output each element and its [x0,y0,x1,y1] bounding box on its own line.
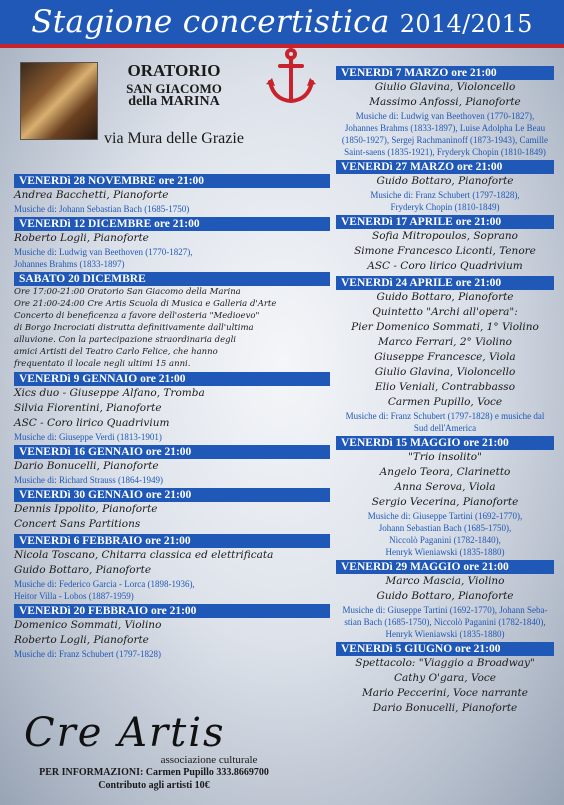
concert-entry [14,372,330,443]
composers-line: Musiche di: Franz Schubert (1797-1828) [14,649,161,659]
performer-line: Xics duo - Giuseppe Alfano, Tromba [14,387,205,399]
performer-line: Domenico Sommati, Violino [14,619,162,631]
performer-line: Angelo Teora, Clarinetto [379,466,511,478]
composers-line: Sud dell'America [413,423,477,433]
performer-line: Anna Serova, Viola [394,481,496,493]
left-column [14,172,330,660]
composers-line: Johannes Brahms (1833-1897) [14,259,125,269]
cre-artis-logo: Cre Artis [24,710,226,756]
performer-line: Giulio Glavina, Violoncello [374,366,516,378]
concert-entry [14,174,330,215]
performer-line: Elio Veniali, Contrabbasso [374,381,516,393]
association-label: associazione culturale [160,754,258,766]
concert-entry [14,488,330,532]
performer-line: Roberto Logli, Pianoforte [14,232,149,244]
right-column [336,64,554,716]
composers-line: Musiche di: Franz Schubert (1797-1828), [370,190,520,200]
performer-line: Marco Mascia, Violino [385,575,505,587]
performer-line: Spettacolo: "Viaggio a Broadway" [355,657,535,669]
date-bar: VENERDì 16 GENNAIO ore 21:00 [14,445,330,459]
anchor-icon [264,46,318,106]
description-line: frequentato il locale negli ultimi 15 anni. [14,359,191,369]
performer-line: Carmen Pupillo, Voce [387,396,503,408]
performer-line: Dario Bonucelli, Pianoforte [14,460,159,472]
date-bar: VENERDì 12 DICEMBRE ore 21:00 [14,217,330,231]
composers-line: Henryk Wieniawski (1835-1880) [385,629,505,639]
footer [24,712,284,792]
description-line: Concerto di beneficenza a favore dell'osteria "Medioevo" [14,311,260,321]
composers-line: Musiche di: Federico Garcia - Lorca (1898-1936), [14,579,195,589]
performer-line: Guido Bottaro, Pianoforte [376,590,514,602]
date-bar: VENERDì 20 FEBBRAIO ore 21:00 [14,604,330,618]
composers-line: Musiche di: Franz Schubert (1797-1828) e musiche dal [345,411,545,421]
concert-entry [14,534,330,602]
venue-line-3: della MARINA [128,94,220,110]
date-bar: VENERDì 28 NOVEMBRE ore 21:00 [14,174,330,188]
date-bar: VENERDì 30 GENNAIO ore 21:00 [14,488,330,502]
performer-line: Dennis Ippolito, Pianoforte [14,503,158,515]
performer-line: Quintetto "Archi all'opera": [372,306,518,318]
description-line: alluvione. Con la partecipazione straordinaria degli [14,335,237,345]
performer-line: Sofia Mitropoulos, Soprano [372,230,518,242]
concert-entry [336,642,554,716]
venue-street: via Mura delle Grazie [104,130,244,147]
performer-line: Marco Ferrari, 2° Violino [378,336,512,348]
performer-line: Sergio Vecerina, Pianoforte [371,496,519,508]
venue-line-1: ORATORIO [127,61,221,80]
composers-line: Musiche di: Giuseppe Verdi (1813-1901) [14,432,162,442]
composers-line: Musiche di: Johann Sebastian Bach (1685-1750) [14,204,190,214]
date-bar: VENERDì 24 APRILE ore 21:00 [336,276,554,290]
date-bar: VENERDì 29 MAGGIO ore 21:00 [336,560,554,574]
season-year: 2014/2015 [399,10,533,38]
composers-line: Musiche di: Ludwig van Beethoven (1770-1827), [355,111,535,121]
performer-line: Pier Domenico Sommati, 1° Violino [351,321,539,333]
composers-line: Musiche di: Giuseppe Tartini (1692-1770), Johann Seba- [342,605,548,615]
date-bar: VENERDì 6 FEBBRAIO ore 21:00 [14,534,330,548]
performer-line: Giulio Glavina, Violoncello [374,81,516,93]
concert-entry [14,217,330,270]
date-bar: SABATO 20 DICEMBRE [14,272,330,286]
performer-line: Giuseppe Francesce, Viola [374,351,516,363]
concert-entry [336,436,554,558]
concert-entry [336,66,554,158]
composers-line: Musiche di: Richard Strauss (1864-1949) [14,475,163,485]
description-line: Ore 17:00-21:00 Oratorio San Giacomo della Marina [14,287,241,297]
performer-line: Massimo Anfossi, Pianoforte [369,96,521,108]
performer-line: Roberto Logli, Pianoforte [14,634,149,646]
composers-line: Musiche di: Ludwig van Beethoven (1770-1827), [14,247,193,257]
performer-line: Guido Bottaro, Pianoforte [376,291,514,303]
composers-line: Saint-saens (1835-1921), Fryderyk Chopin (1810-1849) [344,147,546,157]
composers-line: Heitor Villa - Lobos (1887-1959) [14,591,134,601]
concert-entry [336,160,554,213]
composers-line: Niccolò Paganini (1782-1840), [389,535,501,545]
performer-line: Cathy O'gara, Voce [393,672,496,684]
oratorio-photo [20,62,98,140]
description-line: di Borgo Incrociati distrutta definitivamente dall'ultima [14,323,254,333]
performer-line: Mario Peccerini, Voce narrante [362,687,528,699]
composers-line: Johannes Brahms (1833-1897), Luise Adolpha Le Beau [344,123,546,133]
performer-line: "Trio insolito" [408,451,482,463]
performer-line: Nicola Toscano, Chitarra classica ed elettrificata [14,549,274,561]
description-line: amici Artisti del Teatro Carlo Felice, che hanno [14,347,218,357]
composers-line: Henryk Wieniawski (1835-1880) [385,547,505,557]
date-bar: VENERDì 9 GENNAIO ore 21:00 [14,372,330,386]
date-bar: VENERDì 27 MARZO ore 21:00 [336,160,554,174]
concert-entry [14,604,330,660]
concert-entry [14,445,330,486]
performer-line: Silvia Fiorentini, Pianoforte [14,402,162,414]
performer-line: Andrea Bacchetti, Pianoforte [14,189,169,201]
date-bar: VENERDì 15 MAGGIO ore 21:00 [336,436,554,450]
performer-line: Concert Sans Partitions [14,518,141,530]
concert-entry [336,215,554,274]
page-title [0,0,564,44]
performer-line: Simone Francesco Liconti, Tenore [354,245,536,257]
composers-line: (1850-1927), Sergej Rachmaninoff (1873-1943), Camille [341,135,549,145]
performer-line: Dario Bonucelli, Pianoforte [372,702,518,714]
composers-line: Johann Sebastian Bach (1685-1750), [378,523,512,533]
contribution-info: Contributo agli artisti 10€ [98,780,210,791]
performer-line: Guido Bottaro, Pianoforte [376,175,514,187]
concert-entry [14,272,330,370]
date-bar: VENERDì 17 APRILE ore 21:00 [336,215,554,229]
concert-entry [336,560,554,640]
date-bar: VENERDì 5 GIUGNO ore 21:00 [336,642,554,656]
composers-line: Fryderyk Chopin (1810-1849) [390,202,500,212]
date-bar: VENERDì 7 MARZO ore 21:00 [336,66,554,80]
contact-info: PER INFORMAZIONI: Carmen Pupillo 333.8669700 [39,767,269,778]
description-line: Ore 21:00-24:00 Cre Artis Scuola di Musica e Galleria d'Arte [14,299,277,309]
performer-line: ASC - Coro lirico Quadrivium [367,260,523,272]
venue-block [104,62,244,110]
venue-line-2: SAN GIACOMO [126,80,222,96]
title-text: Stagione concertistica [31,4,390,40]
composers-line: stian Bach (1685-1750), Niccolò Paganini (1782-1840), [344,617,546,627]
concert-entry [336,276,554,434]
composers-line: Musiche di: Giuseppe Tartini (1692-1770), [367,511,523,521]
performer-line: Guido Bottaro, Pianoforte [14,564,152,576]
performer-line: ASC - Coro lirico Quadrivium [14,417,170,429]
